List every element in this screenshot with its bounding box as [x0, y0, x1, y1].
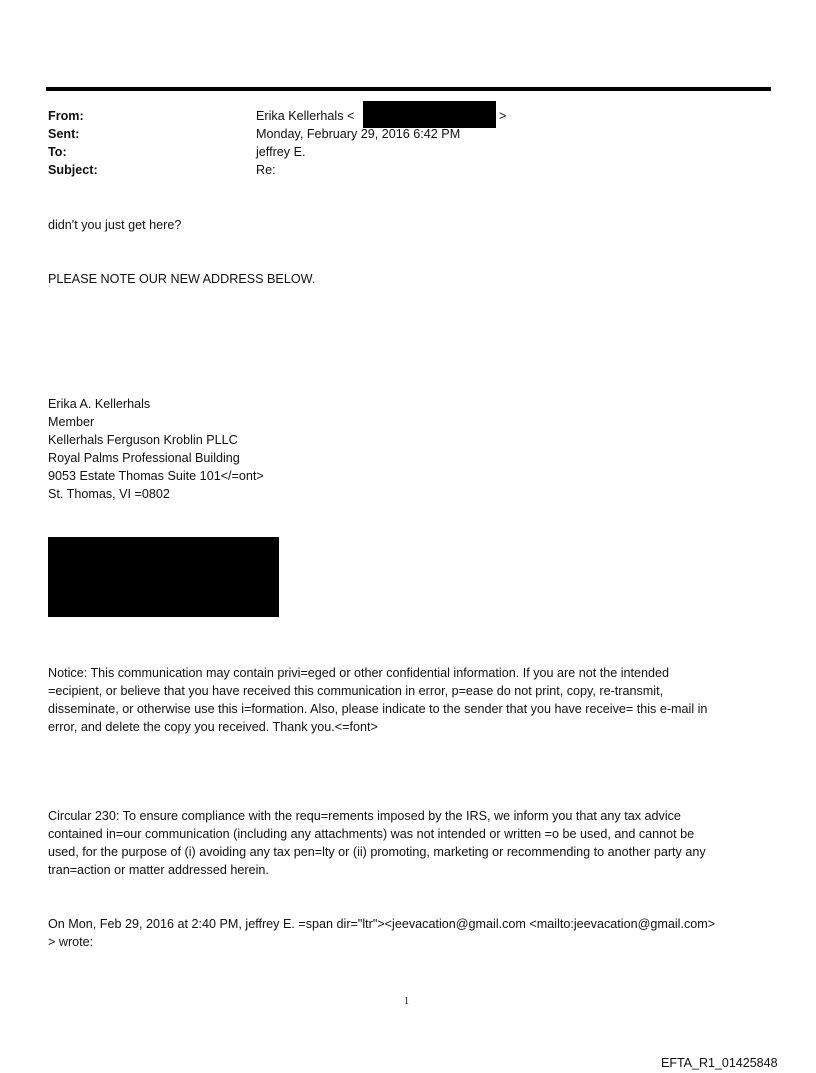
redaction-email: [363, 101, 496, 128]
notice-line-3: disseminate, or otherwise use this i=formation. Also, please indicate to the sender that you have receive= this e-mail in: [48, 702, 708, 716]
body-line-1: didn't you just get here?: [48, 218, 182, 232]
from-value-prefix: Erika Kellerhals <: [256, 109, 355, 123]
redaction-block: [48, 537, 279, 617]
document-id: EFTA_R1_01425848: [661, 1056, 778, 1070]
from-label: From:: [48, 109, 84, 123]
signature-street: 9053 Estate Thomas Suite 101</=ont>: [48, 469, 264, 483]
quoted-line-1: On Mon, Feb 29, 2016 at 2:40 PM, jeffrey E. =span dir="ltr"><jeevacation@gmail.com <mailto:jeevacation@gmail.com>: [48, 917, 716, 931]
to-label: To:: [48, 145, 67, 159]
from-value-suffix: >: [499, 109, 507, 123]
notice-line-2: =ecipient, or believe that you have received this communication in error, p=ease do not print, copy, re-transmit,: [48, 684, 664, 698]
signature-building: Royal Palms Professional Building: [48, 451, 240, 465]
signature-firm: Kellerhals Ferguson Kroblin PLLC: [48, 433, 238, 447]
page-number: 1: [404, 996, 409, 1007]
notice-line-4: error, and delete the copy you received. Thank you.<=font>: [48, 720, 378, 734]
subject-label: Subject:: [48, 163, 98, 177]
circular-line-2: contained in=our communication (including any attachments) was not intended or written =o be used, and cannot be: [48, 827, 695, 841]
to-value: jeffrey E.: [256, 145, 306, 159]
sent-value: Monday, February 29, 2016 6:42 PM: [256, 127, 461, 141]
signature-name: Erika A. Kellerhals: [48, 397, 151, 411]
notice-line-1: Notice: This communication may contain privi=eged or other confidential information. If you are not the intended: [48, 666, 670, 680]
circular-line-1: Circular 230: To ensure compliance with the requ=rements imposed by the IRS, we inform you that any tax advice: [48, 809, 681, 823]
body-line-2: PLEASE NOTE OUR NEW ADDRESS BELOW.: [48, 272, 316, 286]
header-rule: [46, 87, 771, 91]
subject-value: Re:: [256, 163, 276, 177]
sent-label: Sent:: [48, 127, 80, 141]
circular-line-4: tran=action or matter addressed herein.: [48, 863, 269, 877]
signature-city: St. Thomas, VI =0802: [48, 487, 170, 501]
signature-title: Member: [48, 415, 95, 429]
quoted-line-2: > wrote:: [48, 935, 94, 949]
circular-line-3: used, for the purpose of (i) avoiding any tax pen=lty or (ii) promoting, marketing or recommending to another party any: [48, 845, 706, 859]
